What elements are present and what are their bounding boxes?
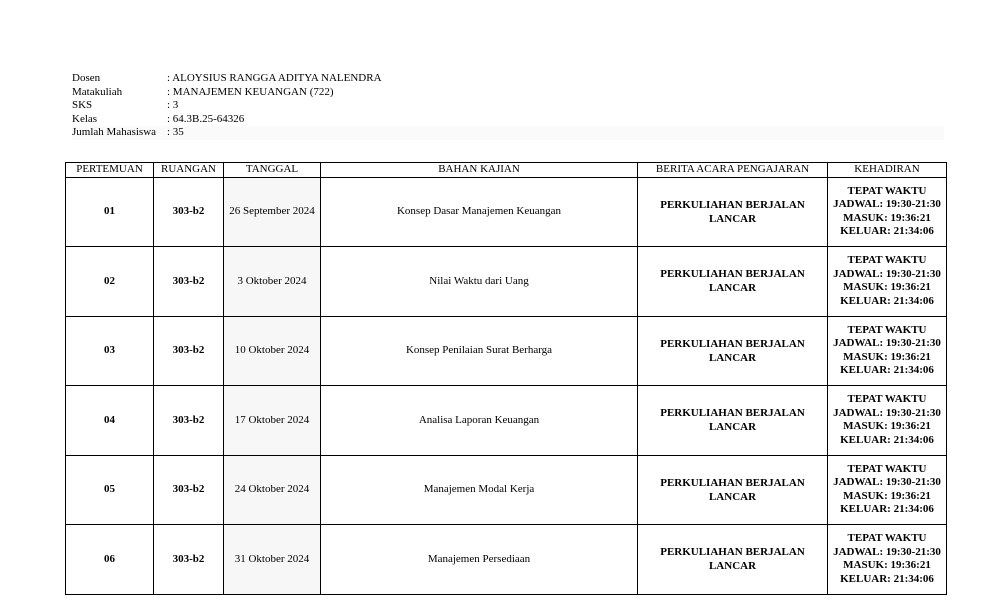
sks-label: SKS bbox=[72, 99, 93, 112]
ruangan-cell: 303-b2 bbox=[154, 455, 224, 525]
berita-acara-cell: PERKULIAHAN BERJALAN LANCAR bbox=[638, 177, 828, 247]
header-bahan-kajian: BAHAN KAJIAN bbox=[321, 163, 638, 178]
pertemuan-cell: 05 bbox=[66, 455, 154, 525]
tanggal-cell: 26 September 2024 bbox=[224, 177, 321, 247]
pertemuan-cell: 04 bbox=[66, 386, 154, 456]
dosen-label: Dosen bbox=[72, 72, 101, 84]
header-kehadiran: KEHADIRAN bbox=[828, 163, 947, 178]
kehadiran-jadwal: JADWAL: 19:30-21:30 bbox=[833, 337, 941, 350]
matakuliah-label: Matakuliah bbox=[72, 85, 123, 98]
ruangan-cell: 303-b2 bbox=[154, 177, 224, 247]
info-row-matakuliah bbox=[72, 86, 944, 100]
kehadiran-masuk: MASUK: 19:36:21 bbox=[843, 350, 931, 363]
info-row-dosen bbox=[72, 72, 944, 86]
kehadiran-keluar: KELUAR: 21:34:06 bbox=[840, 225, 934, 238]
kehadiran-keluar: KELUAR: 21:34:06 bbox=[840, 572, 934, 585]
kehadiran-masuk: MASUK: 19:36:21 bbox=[843, 281, 931, 294]
berita-acara-cell: PERKULIAHAN BERJALAN LANCAR bbox=[638, 316, 828, 386]
kehadiran-jadwal: JADWAL: 19:30-21:30 bbox=[833, 267, 941, 280]
kehadiran-masuk: MASUK: 19:36:21 bbox=[843, 420, 931, 433]
bahan-kajian-cell: Manajemen Persediaan bbox=[321, 525, 638, 595]
pertemuan-cell: 01 bbox=[66, 177, 154, 247]
pertemuan-cell: 02 bbox=[66, 247, 154, 317]
jumlah-value: : 35 bbox=[167, 126, 184, 139]
tanggal-cell: 17 Oktober 2024 bbox=[224, 386, 321, 456]
header-pertemuan: PERTEMUAN bbox=[66, 163, 154, 178]
kehadiran-status: TEPAT WAKTU bbox=[847, 462, 927, 475]
kehadiran-masuk: MASUK: 19:36:21 bbox=[843, 211, 931, 224]
table-row bbox=[66, 455, 947, 525]
kehadiran-jadwal: JADWAL: 19:30-21:30 bbox=[833, 406, 941, 419]
kehadiran-cell bbox=[828, 247, 947, 317]
table-row bbox=[66, 177, 947, 247]
info-row-jumlah bbox=[72, 126, 944, 140]
sks-value: : 3 bbox=[167, 99, 179, 112]
berita-acara-cell: PERKULIAHAN BERJALAN LANCAR bbox=[638, 386, 828, 456]
ruangan-cell: 303-b2 bbox=[154, 386, 224, 456]
kehadiran-keluar: KELUAR: 21:34:06 bbox=[840, 433, 934, 446]
berita-acara-cell: PERKULIAHAN BERJALAN LANCAR bbox=[638, 247, 828, 317]
jumlah-label: Jumlah Mahasiswa bbox=[72, 126, 157, 139]
bahan-kajian-cell: Nilai Waktu dari Uang bbox=[321, 247, 638, 317]
kehadiran-jadwal: JADWAL: 19:30-21:30 bbox=[833, 545, 941, 558]
table-header-row bbox=[66, 163, 947, 178]
bahan-kajian-cell: Analisa Laporan Keuangan bbox=[321, 386, 638, 456]
kelas-label: Kelas bbox=[72, 112, 98, 125]
tanggal-cell: 24 Oktober 2024 bbox=[224, 455, 321, 525]
pertemuan-cell: 03 bbox=[66, 316, 154, 386]
ruangan-cell: 303-b2 bbox=[154, 525, 224, 595]
header-tanggal: TANGGAL bbox=[224, 163, 321, 178]
kehadiran-cell bbox=[828, 316, 947, 386]
matakuliah-value: : MANAJEMEN KEUANGAN (722) bbox=[167, 85, 334, 98]
kehadiran-cell bbox=[828, 455, 947, 525]
kehadiran-status: TEPAT WAKTU bbox=[847, 393, 927, 406]
table-row bbox=[66, 525, 947, 595]
kehadiran-jadwal: JADWAL: 19:30-21:30 bbox=[833, 198, 941, 211]
kehadiran-status: TEPAT WAKTU bbox=[847, 532, 927, 545]
kehadiran-masuk: MASUK: 19:36:21 bbox=[843, 559, 931, 572]
berita-acara-cell: PERKULIAHAN BERJALAN LANCAR bbox=[638, 525, 828, 595]
info-row-sks bbox=[72, 99, 944, 113]
kehadiran-cell bbox=[828, 386, 947, 456]
kehadiran-status: TEPAT WAKTU bbox=[847, 184, 927, 197]
kehadiran-keluar: KELUAR: 21:34:06 bbox=[840, 503, 934, 516]
course-info bbox=[72, 72, 944, 140]
kehadiran-keluar: KELUAR: 21:34:06 bbox=[840, 294, 934, 307]
kehadiran-cell bbox=[828, 177, 947, 247]
kehadiran-status: TEPAT WAKTU bbox=[847, 323, 927, 336]
table-row bbox=[66, 386, 947, 456]
table-row bbox=[66, 316, 947, 386]
tanggal-cell: 10 Oktober 2024 bbox=[224, 316, 321, 386]
kelas-value: : 64.3B.25-64326 bbox=[167, 112, 245, 125]
kehadiran-jadwal: JADWAL: 19:30-21:30 bbox=[833, 476, 941, 489]
kehadiran-status: TEPAT WAKTU bbox=[847, 254, 927, 267]
berita-acara-cell: PERKULIAHAN BERJALAN LANCAR bbox=[638, 455, 828, 525]
dosen-value: : ALOYSIUS RANGGA ADITYA NALENDRA bbox=[167, 72, 382, 84]
tanggal-cell: 31 Oktober 2024 bbox=[224, 525, 321, 595]
header-berita-acara: BERITA ACARA PENGAJARAN bbox=[638, 163, 828, 178]
bahan-kajian-cell: Konsep Dasar Manajemen Keuangan bbox=[321, 177, 638, 247]
table-row bbox=[66, 247, 947, 317]
bahan-kajian-cell: Konsep Penilaian Surat Berharga bbox=[321, 316, 638, 386]
header-ruangan: RUANGAN bbox=[154, 163, 224, 178]
pertemuan-cell: 06 bbox=[66, 525, 154, 595]
kehadiran-cell bbox=[828, 525, 947, 595]
info-row-kelas bbox=[72, 113, 944, 127]
kehadiran-masuk: MASUK: 19:36:21 bbox=[843, 489, 931, 502]
tanggal-cell: 3 Oktober 2024 bbox=[224, 247, 321, 317]
bahan-kajian-cell: Manajemen Modal Kerja bbox=[321, 455, 638, 525]
kehadiran-keluar: KELUAR: 21:34:06 bbox=[840, 364, 934, 377]
attendance-table bbox=[65, 162, 947, 595]
ruangan-cell: 303-b2 bbox=[154, 316, 224, 386]
ruangan-cell: 303-b2 bbox=[154, 247, 224, 317]
